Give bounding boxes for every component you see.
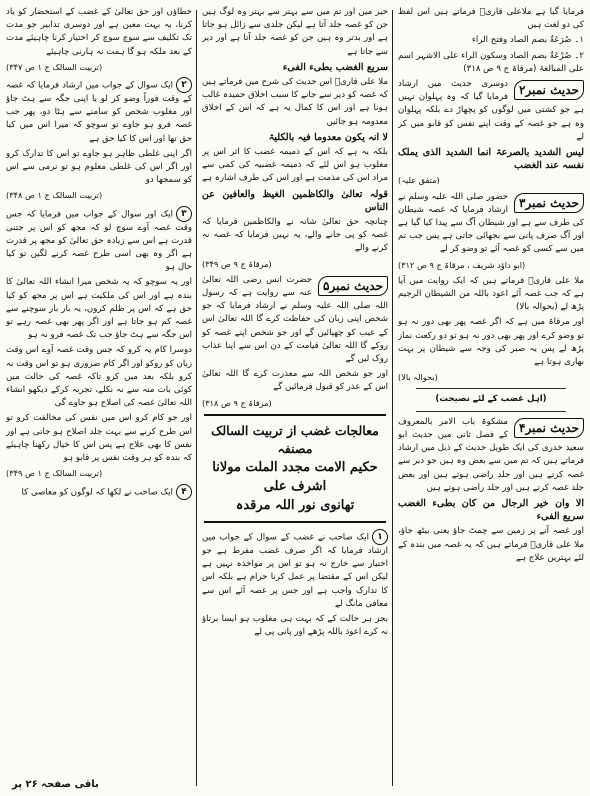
arabic-quote: قولہ تعالیٰ والکاظمین الغیظ والعافین عن الناس bbox=[202, 188, 388, 213]
arabic-quote: لیس الشدید بالصرعۃ انما الشدید الذی یملک نفسہ عند الغضب bbox=[398, 147, 584, 172]
reference: (تربیت السالک ج ۱ ص ۳۴۹) bbox=[6, 468, 103, 479]
paragraph-text: ایک سوال کے جواب میں ارشاد فرمایا کہ غصہ کے وقت فوراً وضو کر لو یا اپنی جگہ سے ہٹ جاؤ اور مغلوب شخص کو سامنے سے ہٹا دو، پھر جب غصہ فرو ہو جاوے تو سوچو کہ میرا اس میں کیا حق تھا اور اس کا کیا حق ہے bbox=[6, 80, 192, 144]
arabic-quote: سریع الغضب بطیء الفیء bbox=[282, 61, 388, 73]
paragraph: فرمایا گیا ہے ملاعلی قاریؒ فرماتے ہیں اس لفظ کی دو لغت ہیں bbox=[398, 7, 584, 31]
paragraph: اور جو کام کرو اس میں نفس کی مخالفت کرو تو اس طرح کرنے سے بہت جلد اصلاح ہو جاتی ہے اور نفس کا بھی علاج ہے پس اس کا خیال رکھنا چاہیئے کہ بندہ کو ہر وقت نفس پر قابو ہو bbox=[6, 413, 192, 464]
continued-on-page-note: باقی صفحہ ۲۶ پر bbox=[12, 779, 99, 790]
paragraph: بجز ہر حالت کے کہ بہت ہی مغلوب ہو ایسا برتاؤ نہ کرے اعوذ باللہ پڑھے اور پانی پی لے bbox=[202, 613, 388, 638]
paragraph bbox=[202, 529, 388, 611]
paragraph-text: ایک اور سوال کے جواب میں فرمایا کہ جس وقت غصہ آوے سوچ لو کہ مجھ کو اس پر جتنی قدرت ہے اس سے زیادہ حق تعالیٰ کو مجھ پر قدرت ہے اگر وہ بھی اسی طرح غصہ کرنے لگیں تو کیا حال ہو bbox=[6, 209, 192, 273]
hadith-number-label: حدیث نمبر۴ bbox=[514, 418, 584, 438]
paragraph: اور جو شخص اللہ سے معذرت کرے گا اللہ تعالیٰ اس کے عذر کو قبول فرمائیں گے bbox=[202, 369, 388, 393]
arabic-quote: الا وان خیر الرجال من کان بطیء الغضب سریع الفیء bbox=[398, 497, 584, 523]
section-title-line: تھانوی نور اللہ مرقدہ bbox=[235, 497, 355, 513]
paragraph: ۲۔ صُرْعَةٌ بضم الصاد وسکون الراء علی الاشہر اسم علی المبالغۃ (مرقاۃ ج ۹ ص ۳۱۸) bbox=[398, 50, 584, 74]
reference: (ابو داؤد شریف ، مرقاۃ ج ۹ ص ۳۱۲) bbox=[398, 259, 526, 270]
paragraph: حضرت انس رضی اللہ تعالیٰ عنہ سے روایت ہے کہ رسول اللہ صلی اللہ علیہ وسلم نے ارشاد فرمایا کہ جو شخص اپنی زبان کی حفاظت کرے گا اللہ تعالیٰ اس کے عیب کو چھپائیں گے اور جو شخص اپنے غصہ کو روکے گا اللہ تعالیٰ قیامت کے دن اس سے اپنا عذاب روک لیں گے bbox=[202, 274, 388, 365]
paragraph: اور یہ سوچو کہ یہ شخص میرا انشاء اللہ تعالیٰ کا بندہ ہے اور اس کی ملکیت ہے اس پر مجھ کو کیا حق ہے کہ اس پر ظلم کروں، یہ بار بار سوچنے سے غصہ کم ہو جاتا ہے اور اگر پھر بھی غصہ رہے تو اس جگہ سے ہٹ جاؤ جب تک غصہ فرو نہ ہو bbox=[6, 277, 192, 341]
section-title-line: حکیم الامت مجدد الملت مولانا اشرف علی bbox=[212, 459, 378, 494]
hadith-number-label: حدیث نمبر۵ bbox=[318, 276, 388, 296]
paragraph: اگر اپنی غلطی ظاہر ہو جاوے تو اس کا تدارک کرو اور اگر اس کی غلطی معلوم ہو تو نرمی سے اس کو سمجھا دو bbox=[6, 148, 192, 186]
paragraph: ملا علی قاریؒ فرماتے ہیں کہ ایک روایت میں آیا ہے کہ جب غصہ آئے اعوذ باللہ من الشیطان الرجیم پڑھ لے (بحوالہ بالا) bbox=[398, 275, 584, 313]
paragraph: اور غصہ آنے پر زمین سے چمٹ جاؤ یعنی بیٹھ جاؤ، ملا علی قاریؒ فرماتے ہیں کہ یہ غصہ میں بندہ کے لئے بہترین علاج ہے bbox=[398, 526, 584, 563]
paragraph: چنانچہ حق تعالیٰ شانہ نے والکاظمین فرمایا کہ غصہ کو پی جانے والے، یہ نہیں فرمایا کہ غصہ نہ کرنے والے bbox=[202, 217, 388, 254]
column-rule bbox=[392, 10, 393, 786]
hadith-number-label: حدیث نمبر۲ bbox=[514, 80, 584, 100]
paragraph: مشکوۃ باب الامر بالمعروف کے فصل ثانی میں حدیث ابو سعید خدری کی ایک طویل حدیث کے ذیل میں ارشاد فرماتے ہیں کہ تم میں سے بعض وہ ہیں جو دیر سے غصہ کرتے ہیں اور جلد راضی ہوتے ہیں اور بعض جلد غصہ کرتے ہیں اور جلد راضی ہوتے ہیں bbox=[398, 416, 584, 493]
section-title-box bbox=[204, 414, 386, 523]
reference: (مرقاۃ ج ۹ ص ۳۱۸) bbox=[202, 397, 272, 408]
paragraph: ۱۔ صُرَعَةٌ بضم الصاد وفتح الراء bbox=[471, 35, 584, 46]
right-column bbox=[398, 6, 584, 790]
middle-column bbox=[202, 6, 388, 790]
paragraph: دوسری حدیث میں ارشاد فرمایا گیا کہ وہ پہلوان نہیں ہے جو کشتی میں لوگوں کو پچھاڑ دے بلکہ پہلوان وہ ہے جو غصہ کے وقت اپنے نفس کو قابو میں کر لے bbox=[398, 79, 584, 142]
paragraph: بلکہ یہ ہے کہ اس کے ذمیمہ غضب کا اثر اس پر مغلوب ہو اس لئے کہ ذمیمہ غضبیہ کی کمی سے مراد اس کی مذمت ہے اور اس کی طرف اشارہ ہے bbox=[202, 147, 388, 184]
reference: (مرقاۃ ج ۹ ص ۳۴۹) bbox=[202, 258, 272, 269]
paragraph bbox=[6, 77, 192, 146]
paragraph: دوسرا کام یہ کرو کہ جس وقت غصہ آوے اس وقت زبان کو روکو اور اگر کام ضروری ہو تو اس وقت نہ کرو بلکہ بعد میں کرو تاکہ غصہ کی حالت میں کوئی بات منہ سے نہ نکلے، تجربہ کرکے دیکھو انشاء اللہ تعالیٰ غصہ کی اصلاح ہو جاوے گی bbox=[6, 345, 192, 409]
reference: (تربیت السالک ج ۱ ص ۳۴۷) bbox=[6, 61, 103, 72]
item-number-badge: ۳ bbox=[176, 206, 192, 222]
paragraph-text: ایک صاحب نے غضب کے سوال کے جواب میں ارشاد فرمایا کہ اگر صرف غضب مفرط ہے جو اختیار سے خارج نہ ہو تو اس پر مواخذہ نہیں ہے لیکن اس کے مقتضا پر عمل کرنا حرام ہے بلکہ اس کا تدارک واجب ہے اور جس پر غصہ آئے اس سے معافی مانگ لے bbox=[202, 532, 388, 609]
reference: (تربیت السالک ج ۱ ص ۳۴۸) bbox=[6, 190, 103, 201]
section-title-line: معالجات غضب از تربیت السالک مصنفہ bbox=[211, 422, 379, 456]
paragraph-text: ایک صاحب نے لکھا کہ لوگوں کو معاصی کا bbox=[21, 487, 173, 497]
paragraph: ملا علی قاریؒ اس حدیث کی شرح میں فرماتے ہیں کہ غصہ کو دیر سے جانے کا سبب اخلاق حمیدہ غالب ہونا ہے اور اس کا کمال یہ ہے کہ اس کے اخلاق معدومہ ہو جائیں bbox=[202, 77, 388, 127]
paragraph: حضور صلی اللہ علیہ وسلم نے ارشاد فرمایا کہ غصہ شیطان کی طرف سے ہے اور شیطان آگ سے پیدا کیا گیا ہے اور آگ صرف پانی سے بجھائی جاتی ہے پس جب تم میں سے کسی کو غصہ آئے تو وضو کر لے bbox=[398, 191, 584, 255]
paragraph: خیر میں اور تم میں سے بہتر سے بہتر وہ لوگ ہیں جن کو غصہ جلد آتا ہے لیکن جلدی سے زائل ہو جاتا ہے اور بدتر وہ ہیں جن کو غصہ جلد آتا ہے اور دیر سے جاتا ہے bbox=[202, 7, 388, 57]
item-number-badge: ۱ bbox=[372, 529, 388, 545]
section-heading: (اہل غضب کے لئے نصیحت) bbox=[435, 394, 547, 405]
item-number-badge: ۴ bbox=[176, 484, 192, 500]
column-rule bbox=[196, 10, 197, 786]
arabic-quote: لا انہ یکون معدوما فیہ بالکلیۃ bbox=[268, 131, 388, 143]
reference: (متفق علیہ) bbox=[398, 175, 440, 186]
paragraph: اور مرقاۃ میں ہے کہ اگر غصہ پھر بھی دور نہ ہو تو وضو کرے اور پھر بھی دور نہ ہو تو دو رکعت نماز پڑھ لے پس یہ صبر کی وجہ سے شیطان پر بہت بھاری ہوتا ہے bbox=[398, 317, 584, 368]
hadith-number-label: حدیث نمبر۳ bbox=[514, 193, 584, 213]
divider bbox=[416, 388, 566, 389]
divider bbox=[416, 411, 566, 412]
paragraph bbox=[6, 206, 192, 275]
reference: (بحوالہ بالا) bbox=[398, 372, 438, 383]
document-page bbox=[6, 6, 584, 790]
paragraph: خطاؤں اور حق تعالیٰ کے غضب کے استحضار کو یاد کرنا، یہ بہت معین ہے اور دوسری تدابیر جو مدت تک تکلیف سے سوچ سوچ کر اختیار کرنا چاہیئے مدت کے بعد ملکہ ہو گا ہمت نہ ہارنی چاہیئے bbox=[6, 7, 192, 57]
paragraph bbox=[6, 484, 192, 500]
item-number-badge: ۲ bbox=[176, 77, 192, 93]
left-column bbox=[6, 6, 192, 790]
